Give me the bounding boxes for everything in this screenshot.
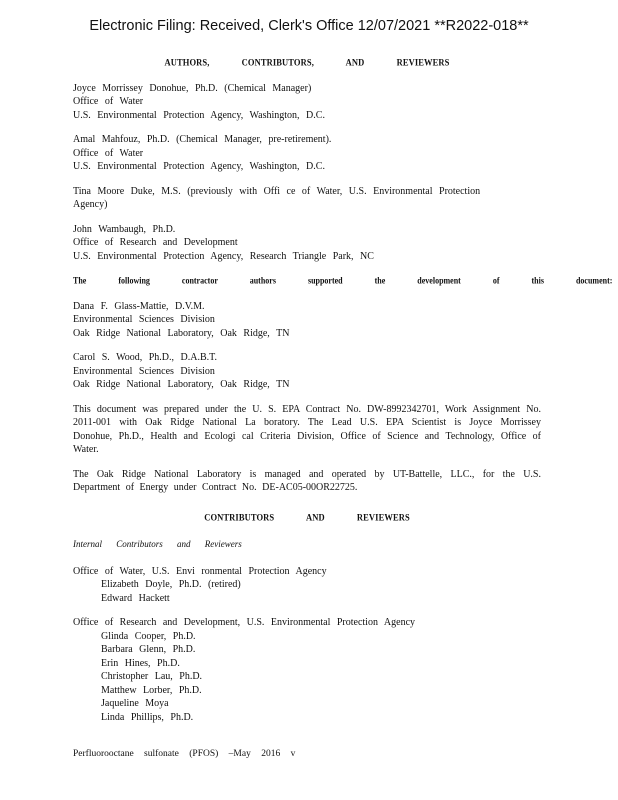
authors-heading: AUTHORS, CONTRIBUTORS, AND REVIEWERS [164,56,450,68]
contractor-entry-line: Carol S. Wood, Ph.D., D.A.B.T. [73,352,217,363]
author-entry [73,185,541,212]
contributors-heading: CONTRIBUTORS AND REVIEWERS [204,510,410,523]
contractor-entry [73,300,541,341]
contractor-entry [73,351,541,392]
contractors-list [73,300,541,392]
contractor-entry-line: Dana F. Glass-Mattie, D.V.M. [73,300,205,312]
contractor-entry-line: Oak Ridge National Laboratory, Oak Ridge, TN [73,379,290,390]
author-entry-line: Office of Water [73,147,144,159]
filing-stamp: Electronic Filing: Received, Clerk's Office 12/07/2021 **R2022-018** [89,18,529,34]
reviewer-name: Matthew Lorber, Ph.D. [101,684,202,696]
reviewer-name: Jaqueline Moya [101,698,169,709]
contractor-entry-line: Environmental Sciences Division [73,314,215,325]
contract-paragraph: This document was prepared under the U. S. EPA Contract No. DW-8992342701, Work Assignment No. 2011-001 with Oak Ridge National La boratory. The Lead U.S. EPA Scientist is Joyce Morrissey Donohue, Ph.D., Health and Ecologi cal Criteria Division, Office of Science and Technology, Office of Water. [73,403,541,455]
reviewer-group [73,616,541,724]
contractor-entry-line: Oak Ridge National Laboratory, Oak Ridge, TN [73,327,290,339]
author-entry-line: U.S. Environmental Protection Agency, Washington, D.C. [73,109,325,121]
reviewer-name: Edward Hackett [101,592,170,604]
author-entry-line: Amal Mahfouz, Ph.D. (Chemical Manager, pre-retirement). [73,134,332,145]
authors-list [73,82,541,264]
contractor-note: The following contractor authors supported the development of this document: [73,275,613,286]
internal-subheading: Internal Contributors and Reviewers [73,539,242,549]
reviewer-name: Erin Hines, Ph.D. [101,657,180,669]
author-entry-line: Joyce Morrissey Donohue, Ph.D. (Chemical Manager) [73,82,312,94]
contractor-entry-line: Environmental Sciences Division [73,365,215,377]
reviewer-name: Linda Phillips, Ph.D. [101,711,194,723]
reviewer-name: Christopher Lau, Ph.D. [101,671,203,682]
document-page [73,56,613,735]
reviewer-org: Office of Research and Development, U.S. Environmental Protection Agency [73,617,416,628]
author-entry-line: Office of Research and Development [73,237,238,248]
author-entry [73,223,541,264]
page-footer: Perfluorooctane sulfonate (PFOS) –May 2016 v [73,749,296,759]
reviewer-name: Elizabeth Doyle, Ph.D. (retired) [101,579,241,590]
author-entry-line: U.S. Environmental Protection Agency, Research Triangle Park, NC [73,250,374,262]
reviewer-org: Office of Water, U.S. Envi ronmental Protection Agency [73,565,327,577]
author-entry-line: U.S. Environmental Protection Agency, Washington, D.C. [73,161,325,172]
management-paragraph: The Oak Ridge National Laboratory is managed and operated by UT-Battelle, LLC., for the U.S. Department of Energy under Contract No. DE-AC05-00OR22725. [73,468,541,493]
reviewer-name: Barbara Glenn, Ph.D. [101,644,196,655]
reviewer-group [73,565,541,606]
author-entry [73,82,541,123]
author-entry [73,133,541,174]
author-entry-line: Tina Moore Duke, M.S. (previously with Offi ce of Water, U.S. Environmental Protection Agency) [73,185,481,210]
author-entry-line: John Wambaugh, Ph.D. [73,223,176,235]
reviewer-groups [73,565,541,725]
author-entry-line: Office of Water [73,96,144,107]
reviewer-name: Glinda Cooper, Ph.D. [101,630,196,642]
